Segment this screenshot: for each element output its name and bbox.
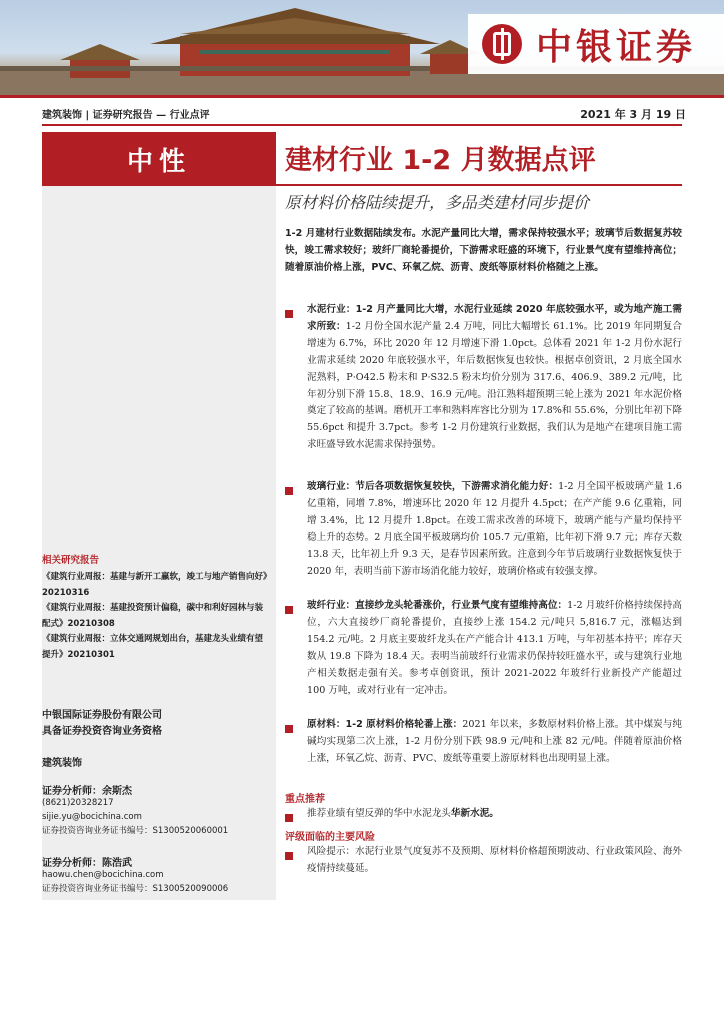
recommend-body: 推荐业绩有望反弹的华中水泥龙头 bbox=[307, 808, 451, 819]
title-divider bbox=[42, 124, 682, 126]
recommend-text bbox=[307, 806, 682, 823]
analyst-phone: (8621)20328217 bbox=[42, 798, 114, 808]
header-banner-image bbox=[0, 0, 724, 95]
sector-label: 建筑装饰 bbox=[42, 758, 82, 769]
bullet-raw-materials bbox=[307, 717, 682, 768]
report-date: 2021 年 3 月 19 日 bbox=[580, 108, 686, 121]
breadcrumb: 建筑装饰 | 证券研究报告 — 行业点评 bbox=[42, 110, 210, 121]
analyst-cert: 证券投资咨询业务证书编号：S1300520060001 bbox=[42, 826, 229, 836]
company-name: 中银国际证券股份有限公司 bbox=[42, 710, 162, 721]
bullet-fiberglass bbox=[307, 598, 682, 699]
brand-name: 中银证券 bbox=[536, 26, 697, 68]
bullet-icon bbox=[285, 606, 293, 614]
analyst-email[interactable]: sijie.yu@bocichina.com bbox=[42, 812, 142, 822]
analyst-cert: 证券投资咨询业务证书编号：S1300520090006 bbox=[42, 884, 229, 894]
company-logo bbox=[468, 14, 724, 74]
analyst-email[interactable]: haowu.chen@bocichina.com bbox=[42, 870, 164, 880]
risk-text: 风险提示：水泥行业景气度复苏不及预期、原材料价格超预期波动、行业政策风险、海外疫情持续蔓延。 bbox=[307, 846, 682, 874]
title-underline bbox=[276, 184, 682, 186]
page-subtitle: 原材料价格陆续提升，多品类建材同步提价 bbox=[285, 193, 590, 212]
bullet-fiberglass-text: 1-2 月玻纤价格持续保持高位，六大直接纱厂商轮番提价，直接纱上涨 154.2 元/吨只 5,816.7 元，涨幅达到 154.2 元/吨。2 月底主要玻纤龙头在产产能合计 413.1 万吨，与年初基本持平；库存天数从 19.8 下降为 18.4 天。表明当前玻纤行业需求仍保持较旺盛水平，或与建筑行业地产相关数据走强有关。参考卓创资讯，预计 2021-2022 年玻纤行业新投产产能超过 100 万吨，或对行业有一定冲击。 bbox=[307, 600, 683, 696]
recommend-stock: 华新水泥。 bbox=[450, 808, 499, 819]
bullet-fiberglass-heading: 玻纤行业：直接纱龙头轮番涨价，行业景气度有望维持高位： bbox=[307, 600, 568, 611]
bullet-icon bbox=[285, 814, 293, 822]
bullet-icon bbox=[285, 852, 293, 860]
bullet-cement-text: 1-2 月份全国水泥产量 2.4 万吨，同比大幅增长 61.1%。比 2019 年同期复合增速为 6.7%，环比 2020 年 12 月增速下滑 1.0pct。总体看 2021 年 1-2 月份水泥行业需求延续 2020 年底较强水平，年后数据恢复也较快。根据卓创资讯，2 月底全国水泥熟料，P·O42.5 粉末和 P·S32.5 粉末均价分别为 317.6、406.9、389.2 元/吨，比年初分别下滑 15.8、18.9、16.9 元/吨。沿江熟料超预期三轮上涨为 2021 年水泥价格奠定了较高的基调。磨机开工率和熟料库容比分别为 17.8%和 55.6%，分别比年初下降 55.6pct 和提升 3.7pct。参考 1-2 月份建筑行业数据，我们认为是地产在建项目施工需求旺盛导致水泥需求保持强势。 bbox=[307, 320, 682, 451]
analyst-name: 证券分析师：陈浩武 bbox=[42, 858, 132, 869]
related-report-link[interactable]: 《建筑行业周报：基建投资预计偏稳，碳中和利好园林与装配式》20210308 bbox=[42, 603, 264, 629]
boc-logo-icon bbox=[482, 24, 522, 64]
bullet-icon bbox=[285, 310, 293, 318]
header-divider bbox=[0, 95, 724, 98]
related-report-link[interactable]: 《建筑行业周报：基建与新开工羸软，竣工与地产销售向好》20210316 bbox=[42, 572, 268, 598]
risk-heading: 评级面临的主要风险 bbox=[285, 832, 375, 843]
related-reports-heading: 相关研究报告 bbox=[42, 555, 100, 566]
bullet-glass-heading: 玻璃行业：节后各项数据恢复较快，下游需求消化能力好： bbox=[307, 481, 559, 492]
page-title: 建材行业 1-2 月数据点评 bbox=[285, 145, 596, 176]
bullet-raw-heading: 原材料：1-2 原材料价格轮番上涨： bbox=[307, 719, 463, 730]
bullet-raw-text: 2021 年以来，多数原材料价格上涨。其中煤炭与纯碱均实现第二次上涨，1-2 月份分别下跌 98.9 元/吨和上涨 82 元/吨。伴随着原油价格上涨，环氧乙烷、沥青、PVC、废纸等重要上游原材料也出现明显上涨。 bbox=[307, 719, 682, 764]
bullet-glass-text: 1-2 月全国平板玻璃产量 1.6 亿重箱，同增 7.8%，增速环比 2020 年 12 月提升 4.5pct；在产产能 9.6 亿重箱，同增 3.4%，比 12 月提升 1.8pct。在竣工需求改善的环境下，玻璃产能与产量均保持平稳上升的态势。2 月底全国平板玻璃均价 105.7 元/重箱，比年初下滑 9.7 元；库存天数 13.8 天，比年初上升 9.3 天，是春节因素所致。注意到今年节后玻璃行业数据恢复快于 2020 年，表明当前下游市场消化能力较好，玻璃价格或有较强支撑。 bbox=[307, 481, 683, 577]
bullet-icon bbox=[285, 487, 293, 495]
related-report-link[interactable]: 《建筑行业周报：立体交通网规划出台，基建龙头业绩有望提升》20210301 bbox=[42, 634, 264, 660]
analyst-name: 证券分析师：余斯杰 bbox=[42, 786, 132, 797]
bullet-cement bbox=[307, 302, 682, 454]
recommend-heading: 重点推荐 bbox=[285, 794, 325, 805]
company-license: 具备证券投资咨询业务资格 bbox=[42, 726, 162, 737]
bullet-icon bbox=[285, 725, 293, 733]
bullet-glass bbox=[307, 479, 682, 580]
rating-badge: 中性 bbox=[42, 132, 276, 186]
bullet-cement-heading: 水泥行业：1-2 月产量同比大增，水泥行业延续 2020 年底较强水平，或为地产施工需求所致： bbox=[307, 304, 682, 332]
lead-paragraph: 1-2 月建材行业数据陆续发布。水泥产量同比大增，需求保持较强水平；玻璃节后数据复苏较快，竣工需求较好；玻纤厂商轮番提价，下游需求旺盛的环境下，行业景气度有望维持高位；随着原油价格上涨，PVC、环氧乙烷、沥青、废纸等原材料价格随之上涨。 bbox=[285, 228, 682, 273]
